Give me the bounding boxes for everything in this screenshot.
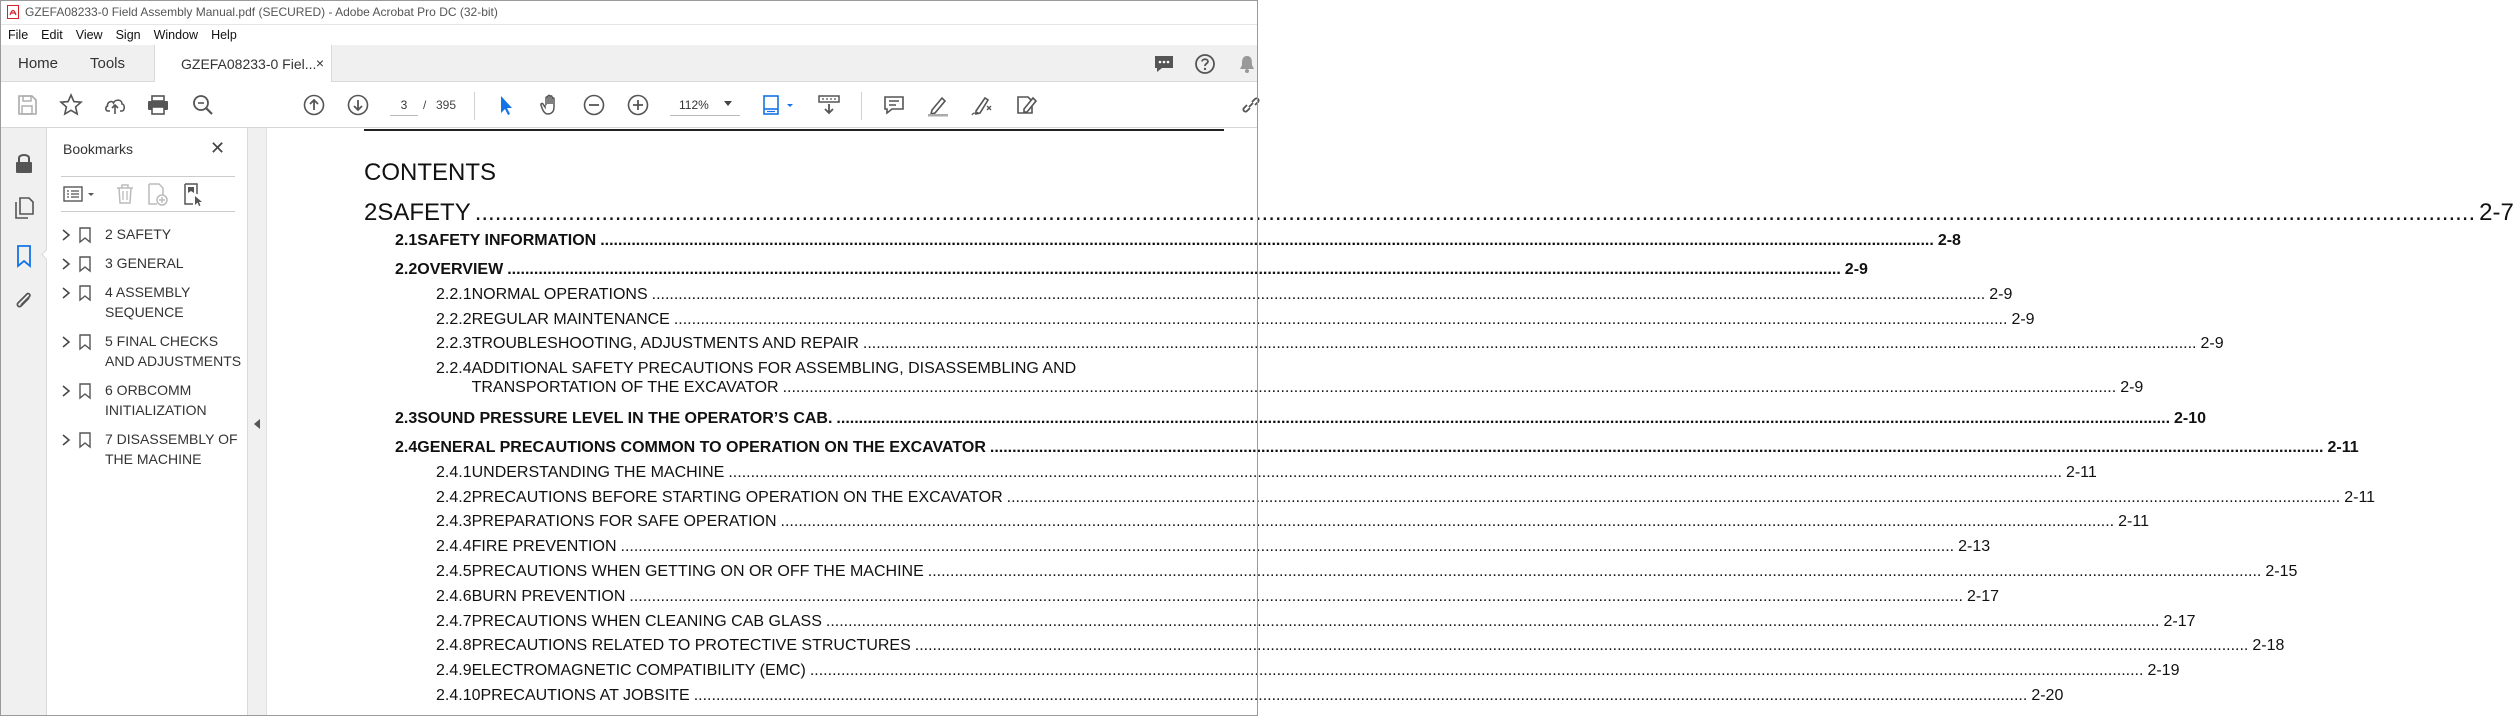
previous-page-icon[interactable] (301, 92, 327, 118)
page-fit-icon[interactable] (760, 92, 798, 118)
toc-subsection-row[interactable] (436, 637, 2285, 655)
menu-sign[interactable]: Sign (115, 28, 141, 42)
bookmark-icon (79, 227, 91, 243)
toolbar-divider (861, 92, 862, 120)
menu-help[interactable]: Help (211, 28, 237, 42)
toc-subsection-row[interactable] (436, 662, 2180, 680)
toc-leader: ............................................................................................................................................................................................................................................................................................................ (620, 538, 1955, 555)
help-icon[interactable] (1194, 53, 1216, 75)
bookmark-icon (79, 383, 91, 399)
chevron-right-icon[interactable] (61, 384, 71, 398)
bookmarks-panel (47, 128, 248, 716)
toc-page: 2-18 (2252, 637, 2285, 654)
toc-page: 2-15 (2265, 563, 2298, 580)
tab-document-label: GZEFA08233-0 Fiel... (181, 56, 317, 72)
toc-number: 2.4.4 (436, 538, 472, 555)
toc-title: SAFETY (377, 199, 471, 226)
toc-subsection-row[interactable] (436, 311, 2035, 329)
toc-number: 2.4.10 (436, 687, 481, 704)
toc-title: PRECAUTIONS WHEN CLEANING CAB GLASS (471, 613, 822, 630)
toc-subsection-row[interactable] (436, 513, 2149, 531)
delete-bookmark-icon[interactable] (113, 182, 137, 206)
tab-tools[interactable]: Tools (90, 55, 126, 72)
bookmarks-panel-icon[interactable] (12, 244, 36, 268)
toc-number: 2.4.9 (436, 662, 472, 679)
toc-page: 2-7 (2479, 199, 2514, 226)
toc-page: 2-9 (2120, 379, 2144, 396)
tab-home[interactable]: Home (18, 55, 59, 72)
bookmark-item[interactable] (47, 431, 248, 469)
save-icon[interactable] (14, 92, 40, 118)
toc-title: UNDERSTANDING THE MACHINE (471, 464, 725, 481)
toc-page: 2-11 (2065, 464, 2097, 481)
bookmark-item[interactable] (47, 382, 248, 420)
zoom-dropdown[interactable] (670, 94, 740, 116)
panel-title: Bookmarks (63, 141, 134, 157)
toc-page: 2-17 (2163, 613, 2196, 630)
bookmark-item[interactable] (47, 226, 248, 244)
toc-subsection-row[interactable] (436, 687, 2064, 705)
toc-number: 2.1 (395, 232, 418, 249)
toc-number: 2.4.5 (436, 563, 472, 580)
new-bookmark-icon[interactable] (145, 182, 169, 206)
print-icon[interactable] (145, 92, 171, 118)
hand-tool-icon[interactable] (537, 92, 563, 118)
highlight-pen-icon[interactable] (925, 92, 951, 118)
toc-number: 2.4.7 (436, 613, 472, 630)
toc-leader: ............................................................................................................................................................................................................................................................................................................ (914, 637, 2249, 654)
main-toolbar (0, 82, 1258, 128)
chevron-down-icon (724, 101, 732, 106)
upload-cloud-icon[interactable] (102, 92, 128, 118)
collapse-panel-icon[interactable] (254, 419, 260, 429)
toc-leader: ............................................................................................................................................................................................................................................................................................................ (782, 379, 2117, 396)
toc-number: 2 (364, 199, 378, 226)
toc-number: 2.2.2 (436, 311, 472, 328)
toc-subsection-row[interactable] (436, 613, 2196, 631)
toc-section-row[interactable] (395, 232, 1961, 250)
bookmark-label: 3 GENERAL (105, 255, 184, 271)
toc-subsection-row[interactable] (436, 335, 2224, 353)
bookmark-icon (79, 432, 91, 448)
bookmark-star-icon[interactable] (58, 92, 84, 118)
toc-page: 2-9 (1844, 261, 1868, 278)
notification-bell-icon[interactable] (1236, 53, 1258, 75)
document-view[interactable] (268, 128, 2514, 716)
toc-page: 2-8 (1937, 232, 1961, 249)
toc-leader: ............................................................................................................................................................................................................................................................................................................ (780, 513, 2115, 530)
toc-page: 2-13 (1958, 538, 1991, 555)
toc-title: PRECAUTIONS WHEN GETTING ON OR OFF THE MACHINE (471, 563, 924, 580)
bookmark-icon (79, 285, 91, 301)
toc-section-row[interactable] (395, 439, 2359, 457)
contents-heading: CONTENTS (364, 159, 496, 186)
toc-leader: ............................................................................................................................................................................................................................................................................................................ (825, 613, 2160, 630)
pages-thumbnail-icon[interactable] (12, 196, 36, 220)
toc-chapter-row[interactable] (364, 199, 2514, 227)
link-icon[interactable] (1238, 92, 1264, 118)
bookmark-label: 6 ORBCOMM INITIALIZATION (105, 382, 207, 418)
toc-title-continued: TRANSPORTATION OF THE EXCAVATOR (471, 379, 779, 396)
toc-number: 2.2.4 (436, 360, 472, 377)
toc-number: 2.2.1 (436, 286, 472, 303)
toc-number: 2.4 (395, 439, 418, 456)
toc-leader: ............................................................................................................................................................................................................................................................................................................ (1006, 489, 2341, 506)
toc-page: 2-11 (2327, 439, 2359, 456)
bookmark-label: 5 FINAL CHECKS AND ADJUSTMENTS (105, 333, 242, 369)
bookmark-label: 2 SAFETY (105, 226, 172, 242)
bookmark-icon (79, 256, 91, 272)
toc-page: 2-9 (2200, 335, 2224, 352)
toc-title: GENERAL PRECAUTIONS COMMON TO OPERATION ON THE EXCAVATOR (417, 439, 986, 456)
lock-icon[interactable] (12, 151, 36, 175)
find-bookmark-icon[interactable] (181, 182, 205, 206)
chevron-right-icon[interactable] (61, 286, 71, 300)
toc-title: PRECAUTIONS RELATED TO PROTECTIVE STRUCTURES (471, 637, 911, 654)
page-number-input[interactable] (390, 94, 418, 116)
options-menu-icon[interactable] (63, 182, 99, 206)
tab-document[interactable] (154, 45, 332, 83)
toc-subsection-row[interactable] (436, 360, 2144, 397)
toc-leader: ............................................................................................................................................................................................................................................................................................................ (474, 199, 2476, 226)
bookmark-label: 7 DISASSEMBLY OF THE MACHINE (105, 431, 238, 467)
toc-leader: ............................................................................................................................................................................................................................................................................................................ (600, 232, 1934, 249)
toc-section-row[interactable] (395, 261, 1868, 279)
toc-title: ADDITIONAL SAFETY PRECAUTIONS FOR ASSEMBLING, DISASSEMBLING AND (471, 360, 1077, 377)
bookmark-icon (79, 334, 91, 350)
acrobat-icon (7, 5, 19, 19)
close-panel-icon[interactable]: ✕ (210, 138, 226, 158)
toc-title: FIRE PREVENTION (471, 538, 617, 555)
toc-subsection-row[interactable] (436, 588, 2000, 606)
toc-title: REGULAR MAINTENANCE (471, 311, 670, 328)
comment-icon[interactable] (881, 92, 907, 118)
toc-page: 2-17 (1966, 588, 2000, 605)
toc-subsection-row[interactable] (436, 489, 2376, 507)
toc-title: SOUND PRESSURE LEVEL IN THE OPERATOR’S CAB. (417, 410, 833, 427)
toc-title: PREPARATIONS FOR SAFE OPERATION (471, 513, 777, 530)
toolbar-divider (474, 92, 475, 120)
toc-title: PRECAUTIONS AT JOBSITE (480, 687, 690, 704)
toc-page: 2-10 (2174, 410, 2207, 427)
toc-leader: ............................................................................................................................................................................................................................................................................................................ (836, 410, 2171, 427)
menu-edit[interactable]: Edit (41, 28, 63, 42)
toc-page: 2-20 (2031, 687, 2064, 704)
title-bar (0, 0, 1258, 25)
next-page-icon[interactable] (345, 92, 371, 118)
toc-page: 2-19 (2147, 662, 2180, 679)
toc-page: 2-11 (2118, 513, 2149, 530)
zoom-value: 112% (679, 98, 709, 112)
chevron-right-icon[interactable] (61, 433, 71, 447)
toc-section-row[interactable] (395, 410, 2207, 428)
page-separator: / (423, 98, 427, 112)
menu-window[interactable]: Window (153, 28, 199, 42)
page-header-rule (364, 129, 1224, 131)
toc-leader: ............................................................................................................................................................................................................................................................................................................ (673, 311, 2008, 328)
toc-title: TROUBLESHOOTING, ADJUSTMENTS AND REPAIR (471, 335, 859, 352)
bookmark-list (47, 226, 248, 480)
toc-leader: ............................................................................................................................................................................................................................................................................................................ (507, 261, 1841, 278)
toc-title: SAFETY INFORMATION (417, 232, 597, 249)
left-navigation-rail (0, 128, 47, 716)
fill-sign-icon[interactable] (1013, 92, 1039, 118)
menu-bar (0, 25, 1258, 45)
toc-subsection-row[interactable] (436, 538, 1991, 556)
toc-number: 2.3 (395, 410, 418, 427)
comment-bubble-icon[interactable] (1153, 53, 1175, 75)
chevron-right-icon[interactable] (61, 257, 71, 271)
select-cursor-icon[interactable] (493, 92, 519, 118)
toc-page: 2-9 (1989, 286, 2013, 303)
bookmark-label: 4 ASSEMBLY SEQUENCE (105, 284, 191, 320)
zoom-out-icon[interactable] (581, 92, 607, 118)
toc-title: BURN PREVENTION (471, 588, 626, 605)
toc-leader: ............................................................................................................................................................................................................................................................................................................ (809, 662, 2144, 679)
draw-sign-icon[interactable] (969, 92, 995, 118)
toc-number: 2.4.8 (436, 637, 472, 654)
page-total: 395 (436, 98, 457, 112)
close-tab-icon[interactable]: × (315, 55, 324, 71)
toc-page: 2-11 (2344, 489, 2376, 506)
toc-number: 2.4.2 (436, 489, 472, 506)
toc-leader: ............................................................................................................................................................................................................................................................................................................ (989, 439, 2324, 456)
toc-title: ELECTROMAGNETIC COMPATIBILITY (EMC) (471, 662, 806, 679)
bookmark-item[interactable] (47, 333, 248, 371)
toc-number: 2.2 (395, 261, 418, 278)
toc-number: 2.4.1 (436, 464, 472, 481)
toc-number: 2.4.3 (436, 513, 472, 530)
bookmark-tools (61, 176, 235, 212)
toc-leader: ............................................................................................................................................................................................................................................................................................................ (927, 563, 2262, 580)
toc-subsection-row[interactable] (436, 464, 2097, 482)
toc-leader: ............................................................................................................................................................................................................................................................................................................ (693, 687, 2028, 704)
toc-subsection-row[interactable] (436, 563, 2298, 581)
toc-number: 2.2.3 (436, 335, 472, 352)
toc-title: NORMAL OPERATIONS (471, 286, 648, 303)
bookmark-item[interactable] (47, 255, 248, 273)
scroll-mode-icon[interactable] (816, 92, 842, 118)
tab-bar (0, 45, 1258, 82)
toc-leader: ............................................................................................................................................................................................................................................................................................................ (862, 335, 2197, 352)
bookmark-item[interactable] (47, 284, 248, 322)
zoom-in-icon[interactable] (625, 92, 651, 118)
toc-page: 2-9 (2011, 311, 2035, 328)
attachment-paperclip-icon[interactable] (12, 289, 36, 313)
toc-title: PRECAUTIONS BEFORE STARTING OPERATION ON THE EXCAVATOR (471, 489, 1003, 506)
toc-leader: ............................................................................................................................................................................................................................................................................................................ (651, 286, 1986, 303)
menu-view[interactable]: View (75, 28, 103, 42)
toc-leader: ............................................................................................................................................................................................................................................................................................................ (728, 464, 2062, 481)
toc-number: 2.4.6 (436, 588, 472, 605)
toc-multiline-title (472, 360, 2144, 397)
window-title: GZEFA08233-0 Field Assembly Manual.pdf (SECURED) - Adobe Acrobat Pro DC (32-bit) (25, 5, 498, 19)
chevron-right-icon[interactable] (61, 335, 71, 349)
toc-leader: ............................................................................................................................................................................................................................................................................................................ (629, 588, 1963, 605)
menu-file[interactable]: File (8, 28, 29, 42)
search-zoom-icon[interactable] (190, 92, 216, 118)
chevron-right-icon[interactable] (61, 228, 71, 242)
toc-subsection-row[interactable] (436, 286, 2013, 304)
panel-splitter[interactable] (248, 128, 267, 716)
toc-title: OVERVIEW (417, 261, 504, 278)
toc-title-line-2 (472, 379, 2144, 397)
